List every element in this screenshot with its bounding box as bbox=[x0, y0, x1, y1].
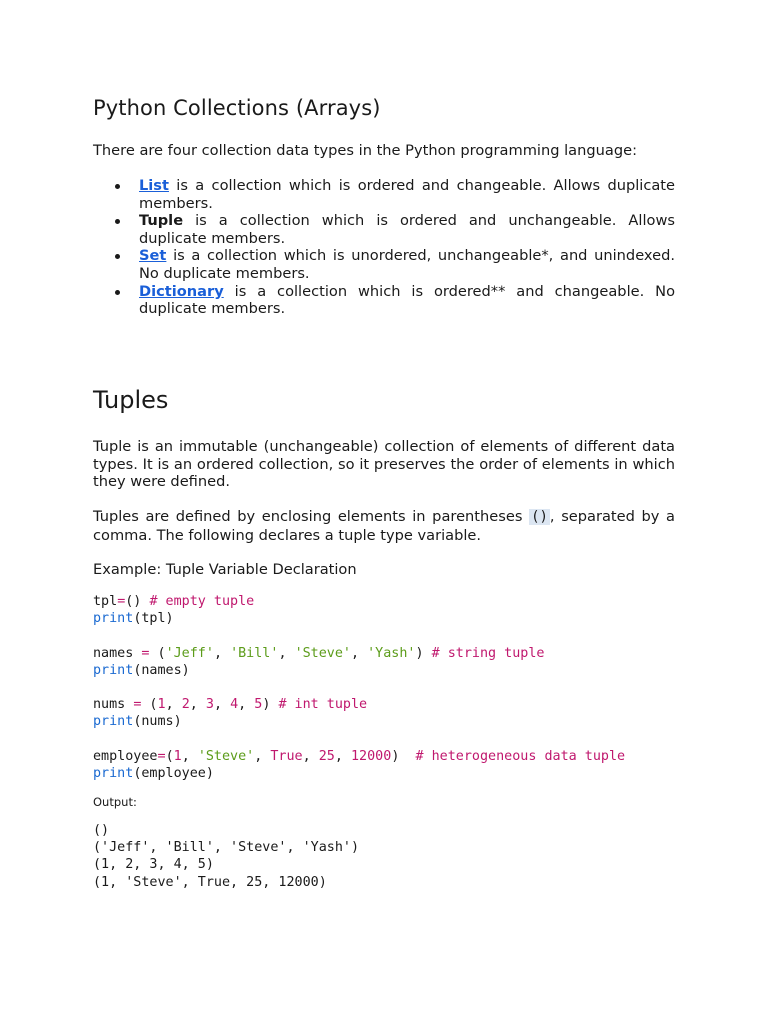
code-token: # int tuple bbox=[278, 697, 368, 713]
tuple-description: Tuple is an immutable (unchangeable) collection of elements of different data types. It is an ordered collection, so it preserves the order of elements in which they were defined. bbox=[93, 438, 675, 491]
example-label: Example: Tuple Variable Declaration bbox=[93, 561, 357, 578]
code-token: tpl bbox=[93, 594, 118, 609]
definition-text-start: Tuples are defined by enclosing elements in parentheses bbox=[93, 508, 530, 525]
list-link[interactable]: List bbox=[139, 177, 169, 194]
code-token: # heterogeneous data tuple bbox=[415, 748, 626, 764]
code-token: print bbox=[93, 766, 134, 782]
code-token: names bbox=[93, 645, 142, 661]
code-line bbox=[93, 697, 367, 712]
code-token: ( bbox=[165, 748, 174, 764]
code-line bbox=[93, 646, 545, 661]
definition-text-end: , separated by a comma. The following declares a tuple type variable. bbox=[93, 508, 675, 544]
output-line: () bbox=[93, 823, 110, 838]
list-item bbox=[93, 177, 675, 212]
list-item-text: is a collection which is unordered, unchangeable*, and unindexed. No duplicate members. bbox=[139, 247, 675, 282]
code-token: ) bbox=[415, 645, 432, 661]
code-token: , bbox=[334, 748, 351, 764]
code-token: 1 bbox=[173, 748, 182, 764]
code-token: 5 bbox=[254, 697, 263, 713]
bullet-icon bbox=[115, 219, 120, 224]
page-title: Python Collections (Arrays) bbox=[93, 96, 381, 120]
code-line bbox=[93, 594, 254, 609]
code-token: 2 bbox=[181, 697, 190, 713]
code-token: 'Bill' bbox=[230, 645, 279, 661]
dictionary-link[interactable]: Dictionary bbox=[139, 282, 224, 300]
code-token: ( bbox=[149, 645, 166, 661]
code-line bbox=[93, 663, 190, 678]
code-token: (employee) bbox=[133, 766, 214, 782]
code-token: , bbox=[213, 697, 231, 713]
output-line: (1, 'Steve', True, 25, 12000) bbox=[93, 874, 327, 890]
code-token: 12000 bbox=[351, 748, 392, 764]
code-token: print bbox=[93, 611, 134, 627]
code-token: , bbox=[181, 748, 198, 764]
code-token: True bbox=[270, 748, 303, 764]
code-token: 'Steve' bbox=[197, 748, 255, 764]
inline-code: () bbox=[531, 509, 548, 525]
code-line bbox=[93, 766, 214, 781]
list-item-text: is a collection which is ordered and unchangeable. Allows duplicate members. bbox=[139, 212, 675, 247]
code-token: , bbox=[278, 645, 295, 661]
code-token: employee bbox=[93, 748, 158, 764]
code-token: 1 bbox=[157, 697, 166, 713]
code-line bbox=[93, 611, 174, 626]
code-token: , bbox=[213, 645, 231, 661]
code-token: nums bbox=[93, 697, 134, 713]
collection-types-list bbox=[93, 177, 675, 318]
bullet-icon bbox=[115, 184, 120, 189]
code-token: , bbox=[254, 748, 271, 764]
bullet-icon bbox=[115, 254, 120, 259]
code-token: , bbox=[165, 697, 182, 713]
code-token: , bbox=[238, 697, 255, 713]
code-token: print bbox=[93, 662, 134, 678]
bullet-icon bbox=[115, 290, 120, 295]
code-token: = bbox=[141, 645, 150, 661]
code-token: print bbox=[93, 714, 134, 730]
list-item-text: is a collection which is ordered** and changeable. No duplicate members. bbox=[139, 282, 675, 318]
code-token: 25 bbox=[318, 748, 335, 764]
code-token: () bbox=[125, 594, 150, 609]
code-token: 'Yash' bbox=[367, 645, 416, 661]
list-item bbox=[93, 247, 675, 282]
code-token: ) bbox=[391, 748, 416, 764]
code-token: = bbox=[157, 748, 166, 764]
list-item-text: is a collection which is ordered and changeable. Allows duplicate members. bbox=[139, 177, 675, 212]
code-token: # string tuple bbox=[431, 645, 545, 661]
code-token: 'Steve' bbox=[294, 645, 351, 661]
code-token: , bbox=[302, 748, 319, 764]
output-block bbox=[93, 822, 359, 891]
code-token: , bbox=[189, 697, 206, 713]
code-token: 4 bbox=[230, 697, 239, 713]
code-token: (nums) bbox=[133, 714, 182, 730]
code-token: ( bbox=[141, 697, 158, 713]
list-item bbox=[93, 212, 675, 247]
intro-text: There are four collection data types in the Python programming language: bbox=[93, 142, 637, 159]
code-token: = bbox=[117, 594, 126, 609]
code-token: ) bbox=[262, 697, 279, 713]
output-line: ('Jeff', 'Bill', 'Steve', 'Yash') bbox=[93, 840, 360, 856]
tuple-definition bbox=[93, 508, 675, 544]
code-token: = bbox=[133, 697, 142, 713]
set-link[interactable]: Set bbox=[139, 247, 167, 265]
tuple-term: Tuple bbox=[139, 212, 184, 230]
code-token: 'Jeff' bbox=[165, 645, 214, 661]
output-line: (1, 2, 3, 4, 5) bbox=[93, 857, 214, 873]
output-label: Output: bbox=[93, 795, 137, 809]
code-token: # empty tuple bbox=[149, 594, 255, 609]
code-line bbox=[93, 749, 625, 764]
code-token: (names) bbox=[133, 662, 190, 678]
code-line bbox=[93, 714, 182, 729]
code-token: (tpl) bbox=[133, 611, 174, 627]
code-token: , bbox=[351, 645, 368, 661]
code-token: 3 bbox=[205, 697, 214, 713]
tuples-heading: Tuples bbox=[93, 386, 169, 414]
code-block bbox=[93, 593, 625, 782]
list-item bbox=[93, 283, 675, 318]
